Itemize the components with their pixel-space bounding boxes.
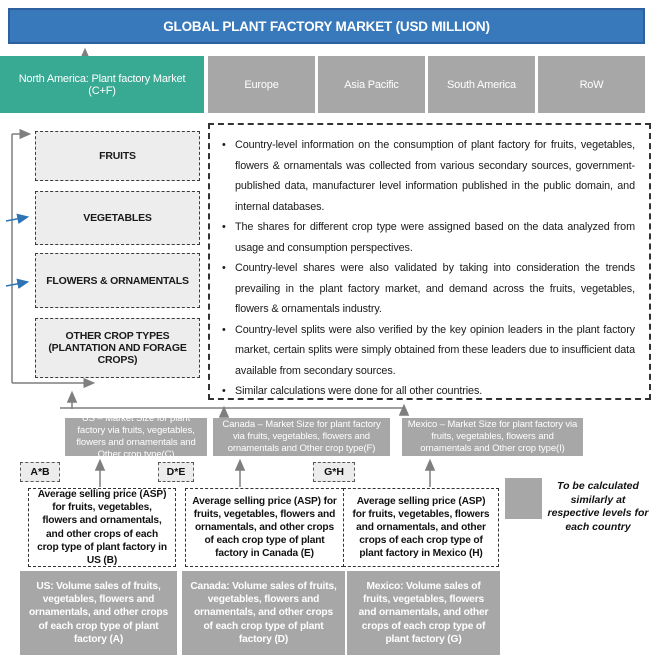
asp-box-us: Average selling price (ASP) for fruits, vegetables, flowers and ornamentals, and other crops of each crop type of plant factory in US (B) <box>28 488 176 567</box>
asp-box-canada: Average selling price (ASP) for fruits, vegetables, flowers and ornamentals, and other crops of each crop type of plant factory in Canada (E) <box>185 488 344 567</box>
volume-box-mexico: Mexico: Volume sales of fruits, vegetables, flowers and ornamentals, and other crops of each crop type of plant factory (G) <box>347 571 500 655</box>
formula-label-ab: A*B <box>20 462 60 482</box>
region-row: RoW <box>538 56 645 113</box>
crop-type-fruits: FRUITS <box>35 131 200 181</box>
methodology-bullet: • Country-level information on the consumption of plant factory for fruits, vegetables, flowers & ornamentals was collected from various secondary sources, government-published data, manufacturer level information published in the public domain, and internal databases. <box>218 135 635 217</box>
region-europe: Europe <box>208 56 315 113</box>
region-south-america: South America <box>428 56 535 113</box>
asp-box-mexico: Average selling price (ASP) for fruits, vegetables, flowers and ornamentals, and other crops of each crop type of plant factory in Mexico (H) <box>343 488 499 567</box>
formula-label-de: D*E <box>158 462 194 482</box>
methodology-bullet: • Country-level shares were also validated by taking into consideration the trends prevailing in the plant factory market, and demand across the fruits, vegetables, flowers & ornamentals industry. <box>218 258 635 320</box>
crop-type-flowers-ornamentals: FLOWERS & ORNAMENTALS <box>35 253 200 308</box>
market-size-canada: Canada – Market Size for plant factory via fruits, vegetables, flowers and ornamentals and Other crop type(F) <box>213 418 390 456</box>
region-asia-pacific: Asia Pacific <box>318 56 425 113</box>
formula-label-gh: G*H <box>313 462 355 482</box>
crop-type-vegetables: VEGETABLES <box>35 191 200 245</box>
methodology-notes-box <box>208 123 651 400</box>
methodology-bullet: • Country-level splits were also verified by the key opinion leaders in the plant factory market, certain splits were simply obtained from these leaders due to insufficient data available from secondary sources. <box>218 320 635 382</box>
methodology-bullet-list <box>218 135 635 402</box>
methodology-bullet: • Similar calculations were done for all other countries. <box>218 381 635 402</box>
global-market-banner: GLOBAL PLANT FACTORY MARKET (USD MILLION) <box>8 8 645 44</box>
volume-box-us: US: Volume sales of fruits, vegetables, flowers and ornamentals, and other crops of each crop type of plant factory (A) <box>20 571 177 655</box>
volume-box-canada: Canada: Volume sales of fruits, vegetables, flowers and ornamentals, and other crops of each crop type of plant factory (D) <box>182 571 345 655</box>
crop-type-other: OTHER CROP TYPES (PLANTATION AND FORAGE CROPS) <box>35 318 200 378</box>
market-size-mexico: Mexico – Market Size for plant factory via fruits, vegetables, flowers and ornamentals and Other crop type(I) <box>402 418 583 456</box>
methodology-bullet: • The shares for different crop type were assigned based on the data analyzed from usage and consumption perspectives. <box>218 217 635 258</box>
legend-gray-swatch <box>505 478 542 519</box>
market-size-us: US – Market Size for plant factory via fruits, vegetables, flowers and ornamentals and Other crop type(C) <box>65 418 207 456</box>
region-north-america: North America: Plant factory Market (C+F) <box>0 56 204 113</box>
legend-note: To be calculated similarly at respective levels for each country <box>547 480 649 533</box>
